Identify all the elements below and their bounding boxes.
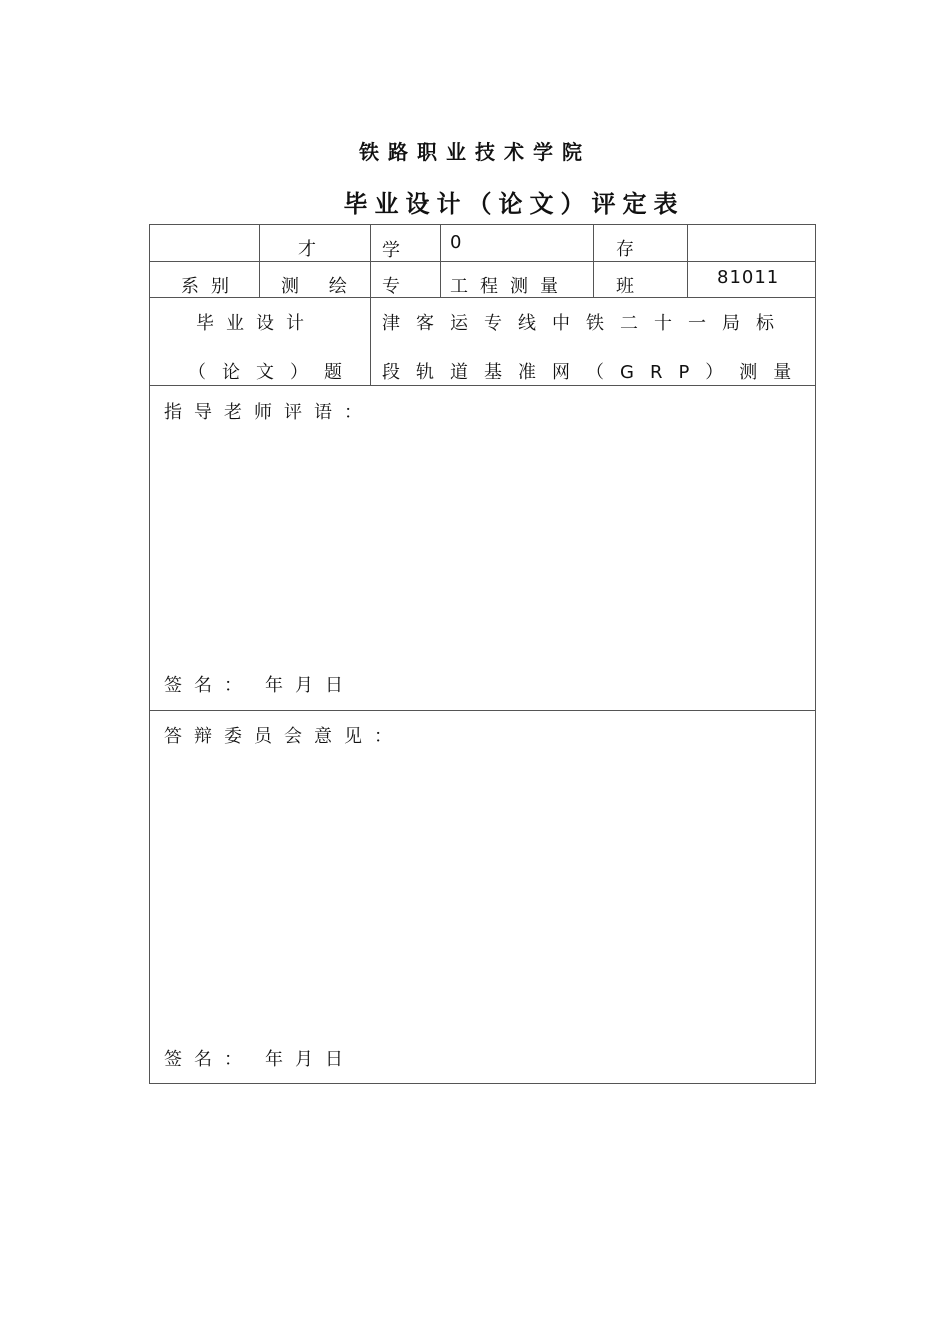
col-divider xyxy=(370,225,371,385)
committee-opinion-label: 答辩委员会意见： xyxy=(164,726,404,747)
advisor-signature-label: 签名： xyxy=(164,675,254,696)
row1-cell-5: 存 xyxy=(616,239,634,260)
class-label: 班 xyxy=(616,276,634,297)
col-divider xyxy=(593,225,594,297)
major-value: 工程测量 xyxy=(450,276,570,297)
major-label: 专 xyxy=(382,276,400,297)
department-label: 系别 xyxy=(181,276,241,297)
row-divider xyxy=(150,710,815,711)
advisor-date-label: 年月日 xyxy=(265,675,355,696)
evaluation-table xyxy=(149,224,816,1084)
row-divider xyxy=(150,297,815,298)
topic-value-line2: 段轨道基准网（GRP）测量 xyxy=(382,362,808,383)
topic-value-line1: 津客运专线中铁二十一局标 xyxy=(382,313,790,334)
col-divider xyxy=(440,225,441,297)
advisor-comments-label: 指导老师评语： xyxy=(164,402,374,423)
row1-cell-2: 才 xyxy=(298,239,316,260)
row-divider xyxy=(150,385,815,386)
committee-date-label: 年月日 xyxy=(265,1049,355,1070)
row-divider xyxy=(150,261,815,262)
class-value: 81011 xyxy=(717,267,780,288)
form-title: 毕业设计（论文）评定表 xyxy=(343,190,685,218)
col-divider xyxy=(259,225,260,297)
row1-cell-4: 0 xyxy=(450,232,463,253)
committee-signature-label: 签名： xyxy=(164,1049,254,1070)
school-name: 铁路职业技术学院 xyxy=(359,140,591,164)
topic-label-line2: （论文）题 xyxy=(188,362,358,383)
topic-label-line1: 毕业设计 xyxy=(196,313,316,334)
col-divider xyxy=(687,225,688,297)
department-value: 测 绘 xyxy=(281,276,359,297)
row1-cell-3: 学 xyxy=(382,240,400,261)
